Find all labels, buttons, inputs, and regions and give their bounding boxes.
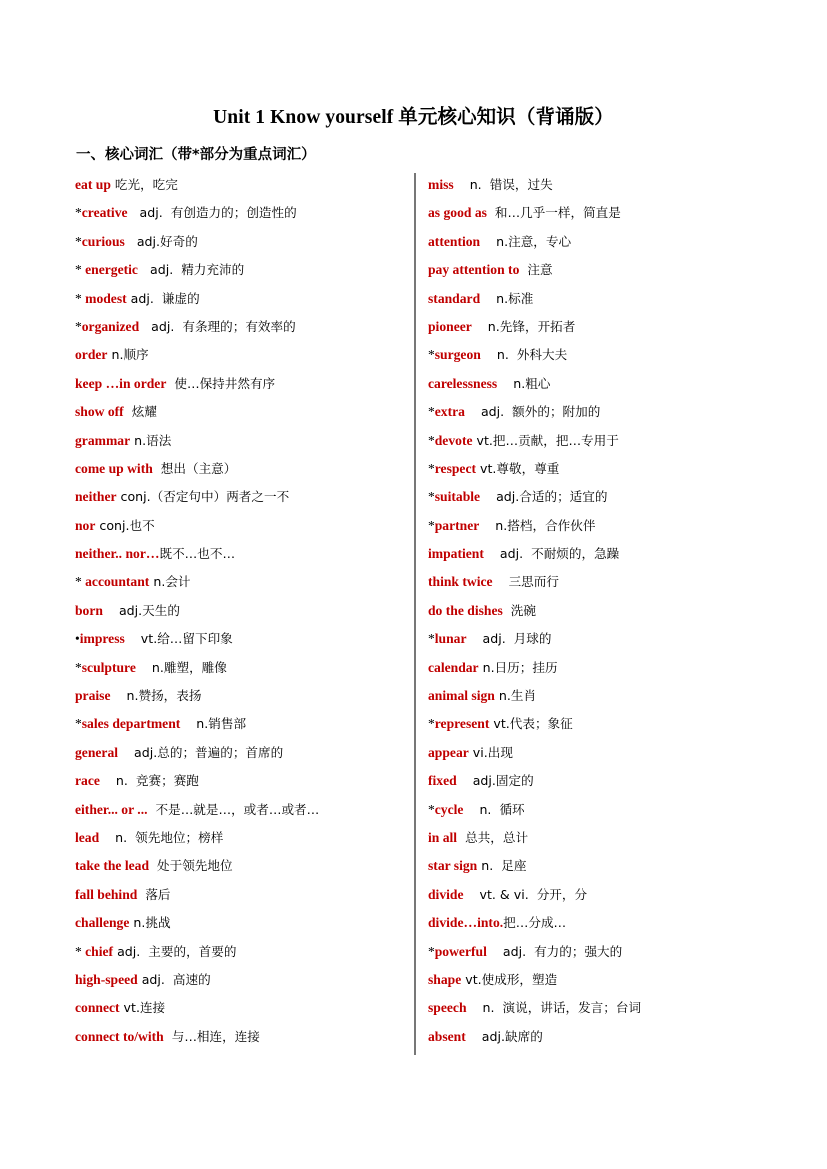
vocab-entry [428,853,758,881]
vocab-entry [428,484,758,512]
vocab-definition: 总共，总计 [457,829,529,845]
vocab-definition: 使…保持井然有序 [166,375,276,391]
vocab-term: carelessness [428,375,498,391]
vocab-term: accountant [85,574,150,590]
vocab-definition: 三思而行 [492,574,559,590]
key-marker: * [428,460,435,476]
vocab-definition: n.注意，专心 [480,233,572,249]
key-marker: * [428,517,435,533]
vocab-definition: 炫耀 [123,404,157,420]
vocab-term: eat up [75,177,111,192]
vocab-entry [428,371,758,399]
key-marker: * [428,404,435,420]
vocab-definition: adj. 月球的 [466,631,552,647]
vocab-definition: conj.也不 [95,517,155,533]
vocab-term: take the lead [75,858,150,874]
vocab-entry [75,768,405,796]
vocab-definition: n.生肖 [494,688,537,704]
vocab-definition: n.雕塑，雕像 [135,659,227,675]
vocab-entry [75,655,405,683]
vocab-term: devote [434,432,473,448]
vocab-entry [75,882,405,910]
key-marker: * [75,233,82,249]
vocab-entry [75,740,405,768]
vocab-term: attention [428,233,481,249]
key-marker: * [428,489,435,505]
vocab-entry [428,797,758,825]
vocab-column-right [428,172,758,1052]
vocab-definition: vt. & vi. 分开，分 [463,886,588,902]
vocab-entry [428,513,758,541]
vocab-entry [75,428,405,456]
vocab-definition: adj. 精力充沛的 [137,262,245,278]
vocab-entry [75,314,405,342]
vocab-term: represent [434,716,490,732]
vocab-definition: n. 循环 [463,801,525,817]
vocab-entry [75,939,405,967]
vocab-entry [428,342,758,370]
vocab-definition: vt.代表；象征 [489,716,573,732]
vocab-entry [428,740,758,768]
vocab-term: keep …in order [75,375,167,391]
vocab-entry [428,967,758,995]
vocab-definition: n. 竞赛；赛跑 [99,773,199,789]
vocab-term: high-speed [75,971,138,987]
vocab-entry [428,456,758,484]
vocab-definition: vi.出现 [468,744,513,760]
vocab-term: suitable [434,489,481,505]
vocab-entry [428,882,758,910]
vocab-definition: n.日历；挂历 [478,659,558,675]
vocab-term: think twice [428,574,493,590]
vocab-entry [75,229,405,257]
vocab-definition: adj. 谦虚的 [126,290,200,306]
vocab-entry [75,853,405,881]
vocab-definition: 落后 [137,886,171,902]
vocab-definition: n.先锋，开拓者 [471,318,576,334]
key-marker: * [75,943,86,959]
vocab-entry [75,484,405,512]
vocab-term: general [75,744,119,760]
vocab-term: do the dishes [428,602,503,618]
vocab-term: divide [428,886,464,902]
vocab-definition: 想出（主意） [152,460,237,476]
vocab-term: organized [81,318,140,334]
vocab-entry [428,257,758,285]
key-marker: * [75,262,86,278]
vocab-definition: adj.固定的 [456,773,534,789]
vocab-entry [428,995,758,1023]
vocab-definition: conj.（否定句中）两者之一不 [116,489,290,505]
vocab-definition: adj. 有力的；强大的 [486,943,623,959]
vocab-definition: 不是…就是…，或者…或者… [147,801,320,817]
vocab-entry [75,825,405,853]
vocab-entry [428,768,758,796]
vocab-entry [428,939,758,967]
vocab-definition: n.会计 [149,574,191,590]
vocab-definition: vt.连接 [119,1000,166,1016]
vocab-definition: vt.把…贡献，把…专用于 [472,432,619,448]
page-title: Unit 1 Know yourself 单元核心知识（背诵版） [213,107,614,128]
vocab-entry [75,456,405,484]
vocab-entry [75,399,405,427]
vocab-definition: n. 外科大夫 [480,347,568,363]
vocab-term: miss [428,177,454,192]
vocab-term: energetic [85,262,138,278]
vocab-entry [428,825,758,853]
vocab-term: fall behind [75,886,138,902]
vocab-term: creative [81,205,128,221]
vocab-term: surgeon [434,347,481,363]
key-marker: * [75,659,82,675]
key-marker: * [75,290,86,306]
key-marker: * [428,716,435,732]
vocab-definition: n.搭档，合作伙伴 [479,517,596,533]
vocab-definition: adj.天生的 [102,602,180,618]
vocab-term: partner [434,517,480,533]
key-marker: * [428,943,435,959]
vocab-definition: adj. 高速的 [137,971,211,987]
vocab-entry [428,598,758,626]
vocab-definition: n.顺序 [107,347,149,363]
vocab-definition: adj.好奇的 [124,233,198,249]
vocab-entry [75,342,405,370]
vocab-term: born [75,602,103,618]
vocab-entry [75,967,405,995]
vocab-entry [428,286,758,314]
vocab-entry [75,257,405,285]
vocab-term: curious [81,233,125,249]
key-marker: * [428,801,435,817]
vocab-term: modest [85,290,127,306]
vocab-entry [75,626,405,654]
vocab-definition: 洗碗 [502,602,536,618]
vocab-definition: 把…分成… [503,915,567,931]
vocab-term: sales department [81,716,181,732]
vocab-definition: n.标准 [480,290,534,306]
vocab-term: cycle [434,801,464,817]
key-marker: * [75,716,82,732]
vocab-term: chief [85,943,114,959]
vocab-definition: n.语法 [130,432,172,448]
vocab-term: connect [75,1000,120,1016]
vocab-definition: n. 领先地位；榜样 [99,829,224,845]
vocab-definition: n.销售部 [180,716,247,732]
vocab-entry [75,513,405,541]
vocab-definition: adj. 不耐烦的，急躁 [483,546,620,562]
vocab-term: sculpture [81,659,136,675]
vocab-definition: 处于领先地位 [149,858,233,874]
column-divider [414,173,416,1055]
vocab-column-left [75,172,405,1052]
vocab-term: fixed [428,773,457,789]
vocab-entry [428,655,758,683]
vocab-term: challenge [75,915,130,931]
vocab-entry [428,428,758,456]
vocab-definition: n.粗心 [497,375,551,391]
vocab-entry [428,626,758,654]
vocab-entry [428,399,758,427]
vocab-term: respect [434,460,477,476]
vocab-term: calendar [428,659,479,675]
section-heading: 一、核心词汇（带*部分为重点词汇） [76,147,316,163]
vocab-term: impress [79,631,125,647]
vocab-term: star sign [428,858,478,874]
vocab-entry [428,200,758,228]
vocab-term: lead [75,829,100,845]
vocab-definition: adj.缺席的 [465,1028,543,1044]
vocab-entry [428,910,758,938]
vocab-term: powerful [434,943,487,959]
vocab-entry [428,314,758,342]
vocab-entry [75,172,405,200]
vocab-term: connect to/with [75,1028,164,1044]
vocab-term: neither [75,489,117,505]
vocab-term: come up with [75,460,153,476]
vocab-definition: 与…相连，连接 [163,1028,260,1044]
vocab-term: pioneer [428,318,472,334]
vocab-entry [428,172,758,200]
vocab-term: impatient [428,546,484,562]
key-marker: * [75,318,82,334]
vocab-definition: vt.给…留下印象 [124,631,233,647]
vocab-entry [428,683,758,711]
vocab-term: appear [428,744,469,760]
vocab-entry [75,995,405,1023]
vocab-entry [75,541,405,569]
vocab-entry [428,711,758,739]
vocab-definition: adj.合适的；适宜的 [480,489,608,505]
vocab-definition: adj. 额外的；附加的 [464,404,601,420]
vocab-entry [428,229,758,257]
key-marker: * [428,432,435,448]
vocab-entry [75,683,405,711]
vocab-term: standard [428,290,481,306]
vocab-term: race [75,773,100,789]
vocab-term: in all [428,829,458,845]
vocab-term: neither.. nor… [75,546,160,562]
vocab-term: either... or ... [75,801,148,817]
vocab-term: lunar [434,631,467,647]
vocab-entry [428,569,758,597]
vocab-definition: n.赞扬，表扬 [110,688,202,704]
vocab-definition: adj. 有创造力的；创造性的 [127,205,297,221]
vocab-term: praise [75,688,111,704]
key-marker: * [428,347,435,363]
vocab-term: absent [428,1028,466,1044]
vocab-entry [75,598,405,626]
vocab-entry [75,1024,405,1052]
vocab-entry [428,541,758,569]
vocab-definition: vt.使成形，塑造 [461,971,558,987]
vocab-entry [428,1024,758,1052]
key-marker: * [75,574,86,590]
vocab-definition: 吃光，吃完 [110,177,178,192]
vocab-entry [75,797,405,825]
vocab-term: divide…into. [428,915,504,931]
vocab-definition: vt.尊敬，尊重 [476,460,560,476]
vocab-term: animal sign [428,688,495,704]
vocab-term: grammar [75,432,131,448]
vocab-term: extra [434,404,465,420]
vocab-term: pay attention to [428,262,520,278]
vocab-definition: 既不…也不… [159,546,236,562]
vocab-entry [75,910,405,938]
vocab-definition: n. 演说，讲话，发言；台词 [466,1000,642,1016]
vocab-definition: 和…几乎一样，简直是 [486,205,621,221]
vocab-definition: n.挑战 [129,915,171,931]
vocab-definition: adj. 主要的，首要的 [113,943,237,959]
vocab-entry [75,569,405,597]
key-marker: * [75,205,82,221]
vocab-definition: adj. 有条理的；有效率的 [139,318,296,334]
key-marker: • [75,631,80,647]
vocab-definition: 注意 [519,262,553,278]
vocab-term: show off [75,404,124,420]
vocab-entry [75,711,405,739]
vocab-term: order [75,347,108,363]
vocab-entry [75,286,405,314]
vocab-term: nor [75,517,96,533]
key-marker: * [428,631,435,647]
vocab-term: shape [428,971,462,987]
vocab-definition: adj.总的；普遍的；首席的 [118,744,284,760]
vocab-entry [75,200,405,228]
vocab-definition: n. 足座 [477,858,527,874]
vocab-definition: n. 错误，过失 [453,177,553,192]
vocab-term: speech [428,1000,467,1016]
vocab-term: as good as [428,205,487,221]
vocab-entry [75,371,405,399]
